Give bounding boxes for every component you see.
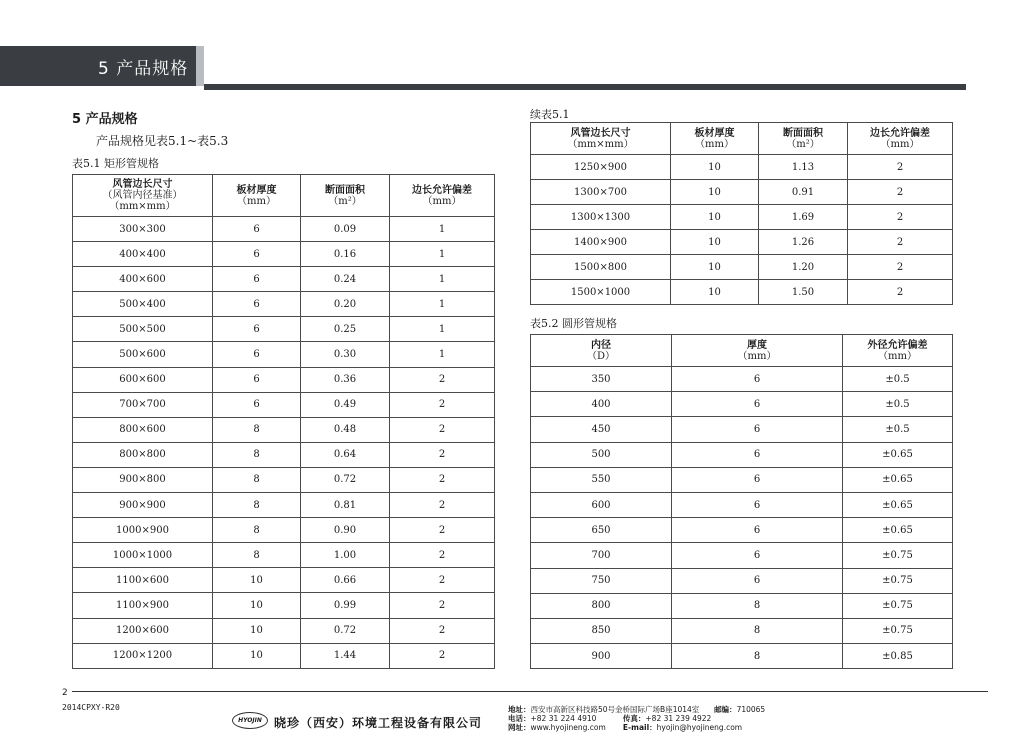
table-cell: 0.72 bbox=[301, 467, 390, 492]
table-cell: 500×400 bbox=[73, 292, 213, 317]
table-cell: 0.09 bbox=[301, 217, 390, 242]
table-cell: 1.20 bbox=[759, 255, 848, 280]
table-row bbox=[531, 593, 953, 618]
table-cell: 450 bbox=[531, 417, 672, 442]
table-cell: ±0.75 bbox=[843, 593, 953, 618]
table-cell: 900×800 bbox=[73, 467, 213, 492]
rect-duct-table bbox=[72, 174, 495, 669]
table-cell: 2 bbox=[848, 180, 953, 205]
table-cell: 1500×800 bbox=[531, 255, 671, 280]
table-cell: 1 bbox=[390, 317, 495, 342]
header-rule bbox=[204, 84, 966, 90]
table-cell: 10 bbox=[671, 230, 759, 255]
table-cell: 800 bbox=[531, 593, 672, 618]
table-cell: 2 bbox=[390, 493, 495, 518]
table-row bbox=[73, 493, 495, 518]
header-line: 边长允许偏差 bbox=[870, 127, 930, 139]
company-name: 晓珍（西安）环境工程设备有限公司 bbox=[274, 716, 483, 730]
table-cell: 400 bbox=[531, 392, 672, 417]
table-cell: 600×600 bbox=[73, 367, 213, 392]
table-cell: 1 bbox=[390, 267, 495, 292]
header-line: （mm） bbox=[695, 138, 734, 150]
table-row bbox=[73, 417, 495, 442]
table-cell: 800×600 bbox=[73, 417, 213, 442]
phone-label: 电话： bbox=[508, 714, 531, 723]
column-header bbox=[301, 175, 390, 217]
table-cell: 8 bbox=[213, 518, 301, 543]
address-label: 地址： bbox=[508, 705, 531, 714]
table-cell: 2 bbox=[390, 543, 495, 568]
header-row bbox=[73, 175, 495, 217]
table-cell: 8 bbox=[213, 467, 301, 492]
header-line: （mm） bbox=[237, 195, 276, 207]
column-header bbox=[848, 123, 953, 155]
header-line: （mm） bbox=[422, 195, 462, 207]
table-cell: 2 bbox=[390, 568, 495, 593]
table-cell: 1 bbox=[390, 292, 495, 317]
email-label: E-mail： bbox=[622, 723, 657, 732]
table-cell: 500×500 bbox=[73, 317, 213, 342]
table-row bbox=[531, 467, 953, 492]
table-cell: 2 bbox=[390, 467, 495, 492]
table-cell: 2 bbox=[848, 230, 953, 255]
table-row bbox=[531, 442, 953, 467]
header-line: 风管边长尺寸 bbox=[112, 179, 173, 190]
table-row bbox=[73, 267, 495, 292]
header-line: （mm×mm） bbox=[567, 138, 634, 150]
table-cell: 1500×1000 bbox=[531, 280, 671, 305]
column-header bbox=[531, 123, 671, 155]
table-row bbox=[531, 230, 953, 255]
table-cell: 1.13 bbox=[759, 155, 848, 180]
table-cell: 0.25 bbox=[301, 317, 390, 342]
table-row bbox=[73, 593, 495, 618]
table-cell: 10 bbox=[671, 280, 759, 305]
table3-caption: 表5.2 圆形管规格 bbox=[530, 317, 617, 330]
table-cell: 2 bbox=[390, 518, 495, 543]
table-cell: 0.20 bbox=[301, 292, 390, 317]
header-line: 边长允许偏差 bbox=[412, 184, 472, 196]
table-cell: 2 bbox=[390, 367, 495, 392]
table-cell: 850 bbox=[531, 618, 672, 643]
table-row bbox=[531, 392, 953, 417]
header-line: （mm） bbox=[878, 350, 917, 362]
table-cell: 2 bbox=[848, 155, 953, 180]
table-row bbox=[73, 442, 495, 467]
table-cell: 0.48 bbox=[301, 417, 390, 442]
header-line: 板材厚度 bbox=[694, 127, 735, 139]
table-cell: 0.36 bbox=[301, 367, 390, 392]
table-cell: 1.26 bbox=[759, 230, 848, 255]
table-row bbox=[73, 543, 495, 568]
table-cell: 6 bbox=[213, 367, 301, 392]
table-cell: 10 bbox=[213, 593, 301, 618]
header-line: （D） bbox=[586, 350, 616, 362]
table-cell: 1.00 bbox=[301, 543, 390, 568]
table-cell: 10 bbox=[671, 180, 759, 205]
table-cell: 1100×600 bbox=[73, 568, 213, 593]
column-header bbox=[73, 175, 213, 217]
table-cell: 0.64 bbox=[301, 442, 390, 467]
table-cell: ±0.85 bbox=[843, 644, 953, 669]
table-cell: 350 bbox=[531, 367, 672, 392]
table-cell: 6 bbox=[672, 392, 843, 417]
header-line: 厚度 bbox=[747, 339, 767, 351]
table-cell: 300×300 bbox=[73, 217, 213, 242]
header-line: 内径 bbox=[591, 339, 611, 351]
table-cell: 6 bbox=[672, 467, 843, 492]
table-row bbox=[73, 643, 495, 668]
table-cell: 400×400 bbox=[73, 242, 213, 267]
postcode-value: 710065 bbox=[736, 705, 766, 714]
table-row bbox=[531, 280, 953, 305]
table-row bbox=[73, 217, 495, 242]
table-cell: 0.91 bbox=[759, 180, 848, 205]
table-cell: ±0.65 bbox=[843, 467, 953, 492]
table-row bbox=[531, 155, 953, 180]
page-number: 2 bbox=[62, 688, 68, 698]
table-cell: ±0.5 bbox=[843, 417, 953, 442]
table-cell: 1200×600 bbox=[73, 618, 213, 643]
email-link[interactable]: hyojin@hyojineng.com bbox=[656, 723, 743, 732]
table-cell: 6 bbox=[672, 492, 843, 517]
header-line: （mm） bbox=[737, 350, 777, 362]
table-cell: ±0.65 bbox=[843, 442, 953, 467]
header-line: 板材厚度 bbox=[236, 184, 277, 196]
table-row bbox=[531, 618, 953, 643]
document-code: 2014CPXY-R20 bbox=[62, 703, 120, 712]
table-cell: 1 bbox=[390, 342, 495, 367]
table-row bbox=[531, 367, 953, 392]
table-row bbox=[73, 242, 495, 267]
table-cell: 8 bbox=[213, 442, 301, 467]
footer-rule bbox=[72, 691, 988, 692]
table-cell: 10 bbox=[671, 205, 759, 230]
table2-caption: 续表5.1 bbox=[530, 108, 570, 121]
table-cell: 6 bbox=[672, 367, 843, 392]
table-cell: 1300×1300 bbox=[531, 205, 671, 230]
table-cell: 1250×900 bbox=[531, 155, 671, 180]
table-row bbox=[531, 417, 953, 442]
table-row bbox=[73, 518, 495, 543]
table-row bbox=[73, 292, 495, 317]
web-link[interactable]: www.hyojineng.com bbox=[530, 723, 606, 732]
table-cell: 2 bbox=[848, 205, 953, 230]
company-logo-icon: HYOJIN bbox=[232, 712, 268, 729]
table-cell: 8 bbox=[672, 644, 843, 669]
table-row bbox=[73, 392, 495, 417]
header-row bbox=[531, 123, 953, 155]
table-cell: 10 bbox=[213, 568, 301, 593]
header-line: 断面面积 bbox=[325, 184, 365, 196]
column-header bbox=[390, 175, 495, 217]
column-header bbox=[531, 335, 672, 367]
table-cell: 10 bbox=[213, 643, 301, 668]
table-row bbox=[73, 367, 495, 392]
table-cell: 0.99 bbox=[301, 593, 390, 618]
table-cell: 0.81 bbox=[301, 493, 390, 518]
column-header bbox=[843, 335, 953, 367]
table-cell: 2 bbox=[390, 417, 495, 442]
section-title: 5 产品规格 bbox=[72, 112, 138, 127]
table-cell: 1100×900 bbox=[73, 593, 213, 618]
table-row bbox=[531, 205, 953, 230]
column-header bbox=[759, 123, 848, 155]
table-cell: 2 bbox=[848, 255, 953, 280]
address-value: 西安市高新区科技路50号金桥国际广场B座1014室 bbox=[530, 705, 700, 714]
table-cell: 6 bbox=[213, 392, 301, 417]
fax-label: 传真： bbox=[622, 714, 646, 723]
table-cell: 8 bbox=[213, 417, 301, 442]
table-cell: ±0.65 bbox=[843, 518, 953, 543]
table-cell: ±0.5 bbox=[843, 392, 953, 417]
table-row bbox=[531, 255, 953, 280]
table-cell: 750 bbox=[531, 568, 672, 593]
round-duct-table bbox=[530, 334, 953, 669]
header-line: （m²） bbox=[786, 138, 820, 150]
table-cell: 600 bbox=[531, 492, 672, 517]
table-row bbox=[531, 180, 953, 205]
table-cell: 0.30 bbox=[301, 342, 390, 367]
postcode-label: 邮编： bbox=[714, 705, 737, 714]
table-cell: 6 bbox=[213, 217, 301, 242]
web-label: 网址： bbox=[508, 723, 531, 732]
table-row bbox=[531, 518, 953, 543]
table-cell: 10 bbox=[671, 155, 759, 180]
table-row bbox=[73, 342, 495, 367]
table-cell: 6 bbox=[213, 292, 301, 317]
table-cell: ±0.75 bbox=[843, 568, 953, 593]
table-cell: 6 bbox=[213, 267, 301, 292]
table-row bbox=[531, 492, 953, 517]
table-row bbox=[73, 618, 495, 643]
table-cell: 900×900 bbox=[73, 493, 213, 518]
table-cell: 6 bbox=[672, 518, 843, 543]
header-tab bbox=[196, 46, 204, 86]
header-line: 风管边长尺寸 bbox=[570, 127, 631, 139]
table-cell: 2 bbox=[390, 392, 495, 417]
table-cell: ±0.75 bbox=[843, 543, 953, 568]
table-cell: ±0.65 bbox=[843, 492, 953, 517]
table-cell: 6 bbox=[213, 242, 301, 267]
table-cell: 6 bbox=[672, 543, 843, 568]
table-cell: 6 bbox=[672, 417, 843, 442]
table-cell: 0.49 bbox=[301, 392, 390, 417]
table-cell: 1000×900 bbox=[73, 518, 213, 543]
table-cell: 500×600 bbox=[73, 342, 213, 367]
table-row bbox=[531, 568, 953, 593]
table-row bbox=[73, 317, 495, 342]
table-cell: 550 bbox=[531, 467, 672, 492]
table-cell: 1300×700 bbox=[531, 180, 671, 205]
table-cell: 10 bbox=[213, 618, 301, 643]
fax-value: +82 31 239 4922 bbox=[645, 714, 712, 723]
table-cell: 700 bbox=[531, 543, 672, 568]
table-cell: 2 bbox=[848, 280, 953, 305]
table-cell: 0.72 bbox=[301, 618, 390, 643]
table-cell: 8 bbox=[672, 593, 843, 618]
header-row bbox=[531, 335, 953, 367]
table-cell: 8 bbox=[213, 493, 301, 518]
table-cell: ±0.5 bbox=[843, 367, 953, 392]
table-cell: 6 bbox=[213, 317, 301, 342]
section-intro: 产品规格见表5.1~表5.3 bbox=[96, 134, 229, 148]
table-cell: 2 bbox=[390, 593, 495, 618]
table-cell: 1 bbox=[390, 242, 495, 267]
table-cell: 6 bbox=[672, 442, 843, 467]
header-line: 外径允许偏差 bbox=[867, 339, 928, 351]
column-header bbox=[671, 123, 759, 155]
table-row bbox=[73, 467, 495, 492]
table-cell: 1200×1200 bbox=[73, 643, 213, 668]
phone-value: +82 31 224 4910 bbox=[530, 714, 597, 723]
header-line: （m²） bbox=[328, 195, 362, 207]
table-cell: 1.50 bbox=[759, 280, 848, 305]
header-line: （mm） bbox=[880, 138, 920, 150]
table-cell: 1400×900 bbox=[531, 230, 671, 255]
table-cell: 800×800 bbox=[73, 442, 213, 467]
table-cell: 1000×1000 bbox=[73, 543, 213, 568]
rect-duct-table-continued bbox=[530, 122, 953, 305]
column-header bbox=[672, 335, 843, 367]
table-cell: 650 bbox=[531, 518, 672, 543]
table-cell: 400×600 bbox=[73, 267, 213, 292]
contact-info bbox=[508, 705, 765, 732]
table-row bbox=[531, 644, 953, 669]
table-cell: 6 bbox=[672, 568, 843, 593]
table-row bbox=[531, 543, 953, 568]
table-cell: 2 bbox=[390, 442, 495, 467]
table-cell: 8 bbox=[213, 543, 301, 568]
table-cell: 500 bbox=[531, 442, 672, 467]
header-line: 断面面积 bbox=[783, 127, 823, 139]
table-cell: 2 bbox=[390, 618, 495, 643]
table-cell: 10 bbox=[671, 255, 759, 280]
header-line: （风管内径基准） bbox=[102, 190, 183, 201]
table-cell: 8 bbox=[672, 618, 843, 643]
table-cell: 0.16 bbox=[301, 242, 390, 267]
header-title: 5 产品规格 bbox=[98, 59, 189, 79]
table-cell: 6 bbox=[213, 342, 301, 367]
table-cell: ±0.75 bbox=[843, 618, 953, 643]
table1-caption: 表5.1 矩形管规格 bbox=[72, 157, 159, 170]
table-row bbox=[73, 568, 495, 593]
table-cell: 1.44 bbox=[301, 643, 390, 668]
table-cell: 1.69 bbox=[759, 205, 848, 230]
table-cell: 900 bbox=[531, 644, 672, 669]
header-line: （mm×mm） bbox=[109, 201, 176, 212]
table-cell: 0.66 bbox=[301, 568, 390, 593]
table-cell: 1 bbox=[390, 217, 495, 242]
column-header bbox=[213, 175, 301, 217]
table-cell: 0.24 bbox=[301, 267, 390, 292]
table-cell: 2 bbox=[390, 643, 495, 668]
table-cell: 0.90 bbox=[301, 518, 390, 543]
table-cell: 700×700 bbox=[73, 392, 213, 417]
